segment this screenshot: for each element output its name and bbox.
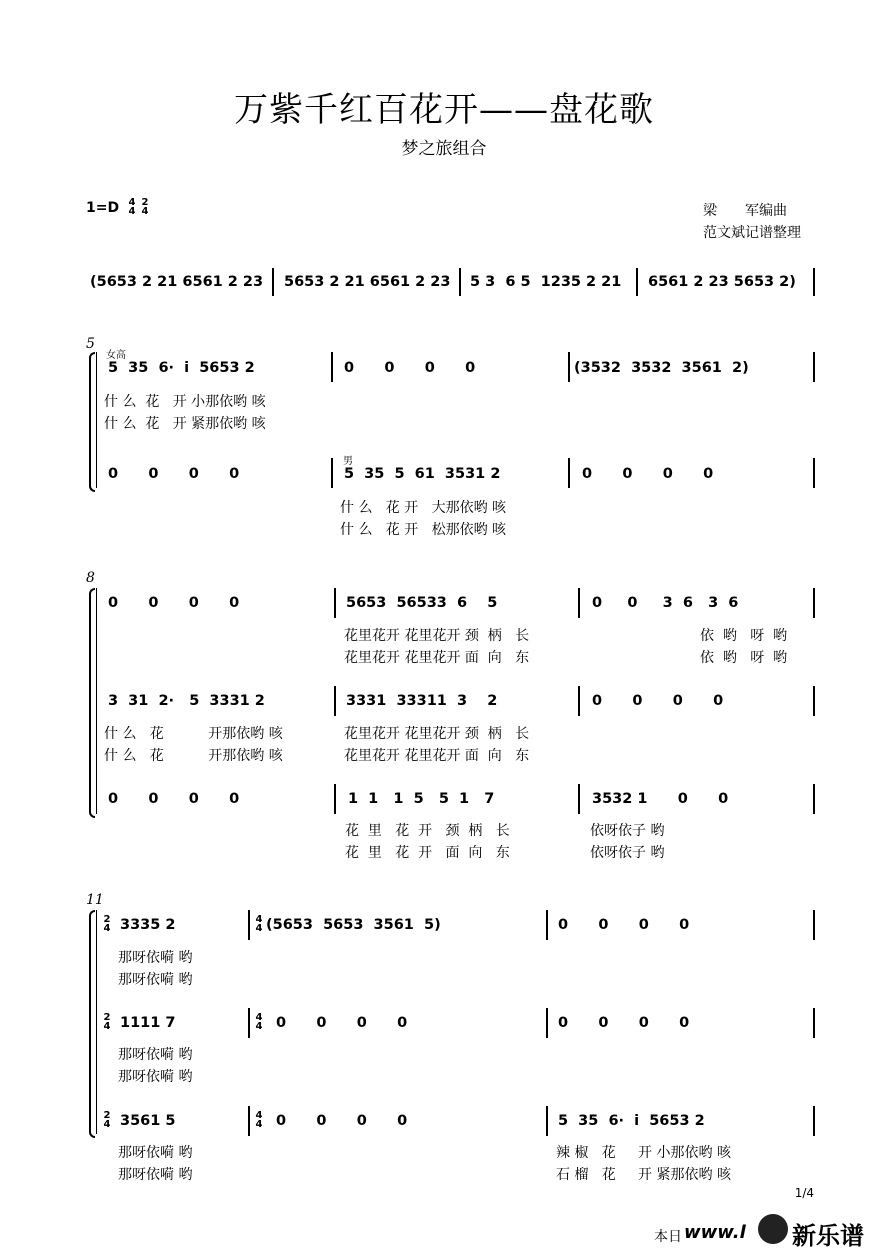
barline <box>334 588 336 618</box>
barline <box>578 686 580 716</box>
barline <box>331 352 333 382</box>
lyrics-line: 花里花开 花里花开 颈 柄 长 <box>344 726 530 742</box>
staff2-measure-1: 3 31 2· 5 3331 2 <box>108 693 265 709</box>
staff1-measure-1: 5 35 6· i 5653 2 <box>108 360 255 376</box>
barline <box>546 910 548 940</box>
system-line <box>96 910 97 1134</box>
barline <box>334 784 336 814</box>
staff1-measure-2: (5653 5653 3561 5) <box>266 917 441 933</box>
intro-measure-3: 5 3 6 5 1235 2 21 <box>470 274 622 290</box>
lyrics-line: 那呀依嗬 哟 <box>118 1069 193 1085</box>
system-brace <box>89 588 95 818</box>
lyrics-line: 什 么 花 开 松那依哟 咳 <box>340 522 507 538</box>
barline <box>813 268 815 296</box>
staff1-measure-3: 0 0 3 6 3 6 <box>592 595 739 611</box>
system-line <box>96 352 97 488</box>
lyrics-line: 依 哟 呀 哟 <box>700 628 788 644</box>
barline <box>813 458 815 488</box>
site-url[interactable]: www.l <box>684 1222 746 1243</box>
barline <box>334 686 336 716</box>
barline <box>568 458 570 488</box>
barline <box>813 686 815 716</box>
barline <box>578 588 580 618</box>
time-signature: 2 4 <box>103 914 111 934</box>
staff1-measure-3: 0 0 0 0 <box>558 917 690 933</box>
lyrics-line: 那呀依嗬 哟 <box>118 1167 193 1183</box>
barline <box>248 1106 250 1136</box>
part-label-soprano: 女高 <box>106 350 126 361</box>
system-line <box>96 588 97 814</box>
key-signature: 1=D <box>86 200 120 216</box>
staff3-measure-2: 0 0 0 0 <box>276 1113 408 1129</box>
barline <box>578 784 580 814</box>
lyrics-line: 什 么 花 开 大那依哟 咳 <box>340 500 507 516</box>
lyrics-line: 花里花开 花里花开 颈 柄 长 <box>344 628 530 644</box>
lyrics-line: 什 么 花 开那依哟 咳 <box>104 748 283 764</box>
lyrics-line: 那呀依嗬 哟 <box>118 972 193 988</box>
time-signature: 4 4 <box>255 914 263 934</box>
lyrics-line: 什 么 花 开 紧那依哟 咳 <box>104 416 266 432</box>
intro-measure-1: (5653 2 21 6561 2 23 <box>90 274 264 290</box>
composer-credit: 梁 军编曲 <box>703 203 787 219</box>
page-title: 万紫千红百花开——盘花歌 <box>234 90 654 130</box>
barline <box>459 268 461 296</box>
time-signature: 2 4 <box>103 1110 111 1130</box>
staff2-measure-3: 0 0 0 0 <box>582 466 714 482</box>
footer-note: 本日 <box>654 1229 682 1245</box>
lyrics-line: 依呀依子 哟 <box>590 823 665 839</box>
system-brace <box>89 910 95 1138</box>
staff3-measure-2: 1 1 1 5 5 1 7 <box>348 791 495 807</box>
staff3-measure-3: 5 35 6· i 5653 2 <box>558 1113 705 1129</box>
barline <box>813 910 815 940</box>
lyrics-line: 花里花开 花里花开 面 向 东 <box>344 650 530 666</box>
system-number: 5 <box>86 336 95 352</box>
time-signature: 4 4 <box>255 1012 263 1032</box>
lyrics-line: 花 里 花 开 面 向 东 <box>345 845 510 861</box>
lyrics-line: 石 榴 花 开 紧那依哟 咳 <box>556 1167 731 1183</box>
barline <box>636 268 638 296</box>
barline <box>813 588 815 618</box>
staff3-measure-1: 0 0 0 0 <box>108 791 240 807</box>
staff1-measure-2: 0 0 0 0 <box>344 360 476 376</box>
staff2-measure-2: 5 35 5 61 3531 2 <box>344 466 501 482</box>
lyrics-line: 依 哟 呀 哟 <box>700 650 788 666</box>
staff2-measure-2: 3331 33311 3 2 <box>346 693 498 709</box>
lyrics-line: 什 么 花 开那依哟 咳 <box>104 726 283 742</box>
lyrics-line: 花 里 花 开 颈 柄 长 <box>345 823 510 839</box>
staff1-measure-1: 0 0 0 0 <box>108 595 240 611</box>
system-number: 8 <box>86 570 95 586</box>
barline <box>813 1106 815 1136</box>
lyrics-line: 花里花开 花里花开 面 向 东 <box>344 748 530 764</box>
staff1-measure-3: (3532 3532 3561 2) <box>574 360 749 376</box>
lyrics-line: 那呀依嗬 哟 <box>118 950 193 966</box>
lyrics-line: 什 么 花 开 小那依哟 咳 <box>104 394 266 410</box>
time-signature: 2 4 <box>103 1012 111 1032</box>
lyrics-line: 依呀依子 哟 <box>590 845 665 861</box>
barline <box>813 784 815 814</box>
barline <box>272 268 274 296</box>
time-signature-a: 4 4 <box>128 197 136 217</box>
staff2-measure-1: 0 0 0 0 <box>108 466 240 482</box>
system-brace <box>89 352 95 492</box>
barline <box>331 458 333 488</box>
lyrics-line: 辣 椒 花 开 小那依哟 咳 <box>556 1145 731 1161</box>
staff2-measure-3: 0 0 0 0 <box>592 693 724 709</box>
time-signature: 4 4 <box>255 1110 263 1130</box>
transcriber-credit: 范文斌记谱整理 <box>703 225 801 241</box>
staff2-measure-3: 0 0 0 0 <box>558 1015 690 1031</box>
barline <box>248 1008 250 1038</box>
barline <box>813 1008 815 1038</box>
barline <box>568 352 570 382</box>
intro-measure-4: 6561 2 23 5653 2) <box>648 274 796 290</box>
staff1-measure-2: 5653 56533 6 5 <box>346 595 498 611</box>
part-label-male: 男 <box>343 456 353 467</box>
lyrics-line: 那呀依嗬 哟 <box>118 1145 193 1161</box>
staff2-measure-1: 1111 7 <box>120 1015 176 1031</box>
staff1-measure-1: 3335 2 <box>120 917 176 933</box>
barline <box>248 910 250 940</box>
barline <box>546 1106 548 1136</box>
intro-measure-2: 5653 2 21 6561 2 23 <box>284 274 451 290</box>
staff2-measure-2: 0 0 0 0 <box>276 1015 408 1031</box>
subtitle: 梦之旅组合 <box>401 139 487 159</box>
staff3-measure-1: 3561 5 <box>120 1113 176 1129</box>
staff3-measure-3: 3532 1 0 0 <box>592 791 729 807</box>
site-logo-text[interactable]: 新乐谱 <box>792 1222 864 1250</box>
lyrics-line: 那呀依嗬 哟 <box>118 1047 193 1063</box>
record-logo-icon <box>758 1214 788 1244</box>
barline <box>813 352 815 382</box>
time-signature-b: 2 4 <box>141 197 149 217</box>
page-number: 1/4 <box>794 1186 814 1200</box>
barline <box>546 1008 548 1038</box>
system-number: 11 <box>86 892 104 908</box>
